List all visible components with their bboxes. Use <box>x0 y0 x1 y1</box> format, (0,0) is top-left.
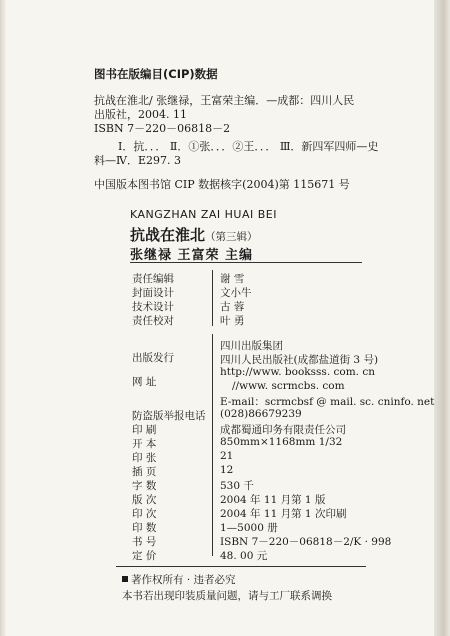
divider <box>116 566 366 567</box>
website-line: http://www. booksss. com. cn <box>220 366 375 378</box>
cip-line: 出版社，2004. 11 <box>94 108 187 121</box>
email-line: E-mail：scrmcbsf @ mail. sc. cninfo. net <box>220 396 435 408</box>
book-pinyin: KANGZHAN ZAI HUAI BEI <box>130 208 277 221</box>
square-bullet-icon <box>122 576 128 582</box>
spec-label: 印 数 <box>132 522 157 534</box>
column-divider <box>212 334 213 556</box>
cip-line: 抗战在淮北/ 张继禄，王富荣主编．—成都：四川人民 <box>94 94 355 107</box>
page-edge-left <box>0 0 6 636</box>
book-volume: （第三辑） <box>205 231 258 243</box>
staff-value: 文小牛 <box>220 287 252 299</box>
spec-label: 版 次 <box>132 494 157 506</box>
spec-value: 48. 00 元 <box>220 550 268 562</box>
spec-value: 850mm×1168mm 1/32 <box>220 436 343 448</box>
copyright-text: 著作权所有 · 违者必究 <box>131 574 236 586</box>
cip-line: 料—Ⅳ．E297. 3 <box>94 154 182 167</box>
spec-label: 印 刷 <box>132 424 157 436</box>
publisher-label: 出版发行 <box>132 352 174 364</box>
page-edge-right <box>434 0 450 636</box>
book-title-text: 抗战在淮北 <box>130 226 206 244</box>
spec-value: (028)86679239 <box>220 408 302 420</box>
staff-value: 谢 雪 <box>220 273 245 285</box>
spec-label: 防盗版举报电话 <box>132 410 206 422</box>
spec-value: 2004 年 11 月第 1 版 <box>220 494 326 506</box>
cip-line: ISBN 7－220－06818－2 <box>94 122 231 135</box>
book-title <box>130 224 258 245</box>
cip-title: 图书在版编目(CIP)数据 <box>94 67 218 81</box>
spec-value: 21 <box>220 450 234 462</box>
staff-value: 古 蓉 <box>220 301 245 313</box>
divider <box>130 262 362 263</box>
spec-label: 定 价 <box>132 550 157 562</box>
spec-value: 2004 年 11 月第 1 次印刷 <box>220 508 347 520</box>
spec-value: 530 千 <box>220 480 254 492</box>
staff-label: 责任编辑 <box>132 273 174 285</box>
column-divider <box>212 270 213 326</box>
website-label: 网 址 <box>132 376 157 388</box>
staff-value: 叶 勇 <box>220 315 245 327</box>
website-line: //www. scrmcbs. com <box>232 380 345 392</box>
cip-note: 中国版本图书馆 CIP 数据核字(2004)第 115671 号 <box>94 178 350 191</box>
publisher-line: 四川人民出版社(成都盐道街 3 号) <box>220 354 379 366</box>
copyright-notice <box>122 572 236 587</box>
spec-label: 印 张 <box>132 452 157 464</box>
staff-label: 封面设计 <box>132 287 174 299</box>
staff-label: 责任校对 <box>132 315 174 327</box>
spec-label: 书 号 <box>132 536 157 548</box>
spec-label: 开 本 <box>132 438 157 450</box>
spec-label: 印 次 <box>132 508 157 520</box>
spec-value: ISBN 7－220－06818－2/K · 998 <box>220 536 392 548</box>
quality-notice: 本书若出现印装质量问题，请与工厂联系调换 <box>122 590 332 602</box>
cip-line: Ⅰ．抗．．． Ⅱ．①张．．．②王．．． Ⅲ．新四军四师—史 <box>118 140 379 153</box>
spec-label: 字 数 <box>132 480 157 492</box>
spec-value: 1—5000 册 <box>220 522 278 534</box>
spec-value: 12 <box>220 464 234 476</box>
book-authors: 张继禄 王富荣 主编 <box>130 248 254 263</box>
spec-value: 成都蜀通印务有限责任公司 <box>220 424 346 436</box>
spec-label: 插 页 <box>132 466 157 478</box>
staff-label: 技术设计 <box>132 301 174 313</box>
publisher-line: 四川出版集团 <box>220 340 283 352</box>
